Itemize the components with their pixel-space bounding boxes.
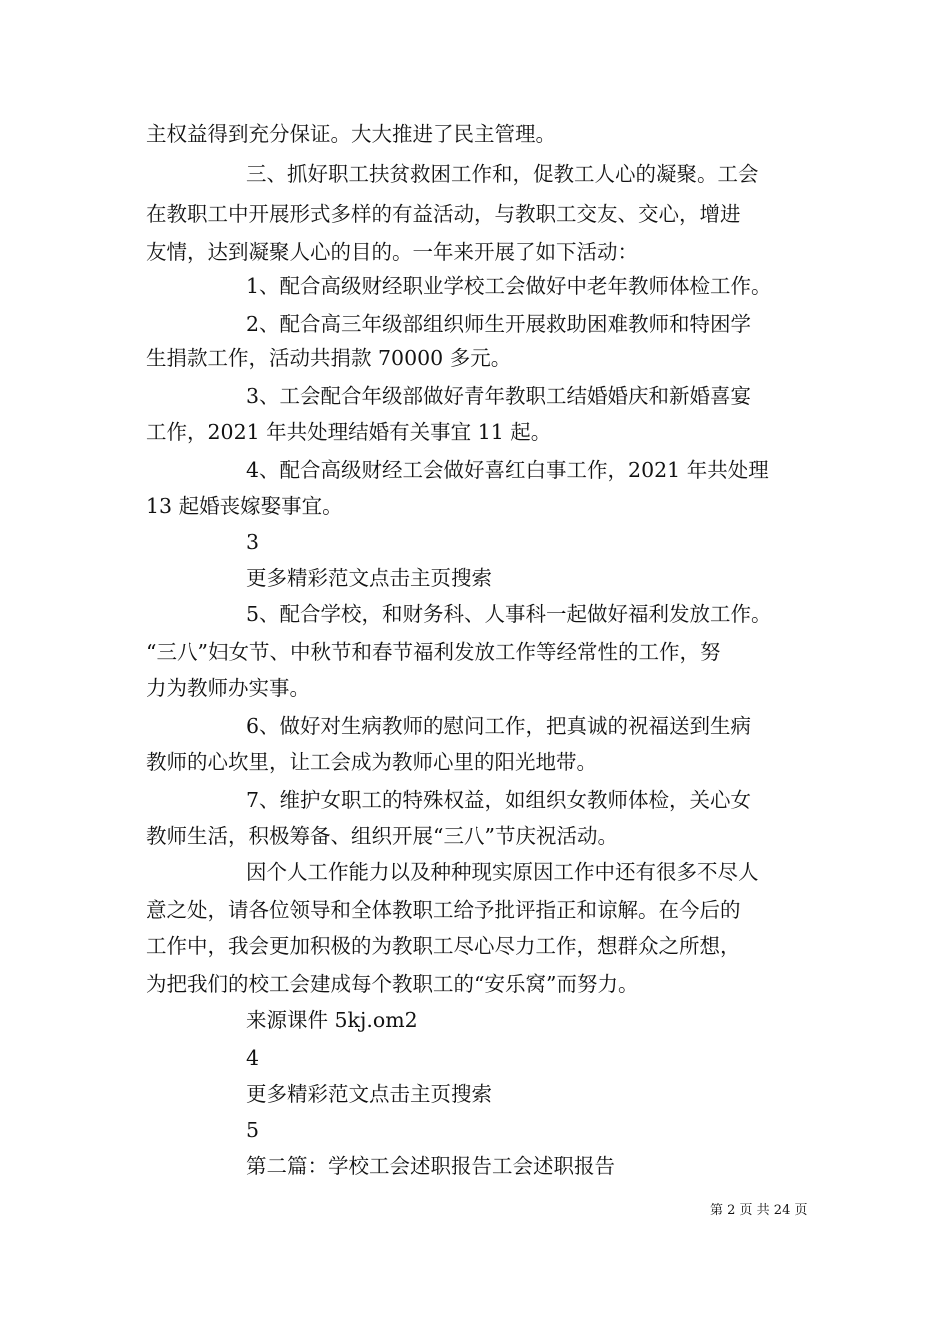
text-line-4: 友情，达到凝聚人心的目的。一年来开展了如下活动： — [146, 240, 638, 264]
page-footer: 第 2 页 共 24 页 — [710, 1203, 808, 1218]
text-line-1: 主权益得到充分保证。大大推进了民主管理。 — [146, 122, 556, 146]
text-line-20: 意之处，请各位领导和全体教职工给予批评指正和谅解。在今后的 — [146, 898, 741, 922]
text-line-16: 教师的心坎里，让工会成为教师心里的阳光地带。 — [146, 750, 597, 774]
text-line-14: 力为教师办实事。 — [146, 676, 310, 700]
text-line-3: 在教职工中开展形式多样的有益活动，与教职工交友、交心，增进 — [146, 202, 741, 226]
promo-line-2: 更多精彩范文点击主页搜索 — [246, 1082, 492, 1106]
text-line-2: 三、抓好职工扶贫救困工作和，促教工人心的凝聚。工会 — [246, 162, 759, 186]
text-line-13: “三八”妇女节、中秋节和春节福利发放工作等经常性的工作，努 — [146, 640, 721, 664]
text-line-5: 1、配合高级财经职业学校工会做好中老年教师体检工作。 — [246, 274, 772, 298]
text-line-6: 2、配合高三年级部组织师生开展救助困难教师和特困学 — [246, 312, 752, 336]
text-line-21: 工作中，我会更加积极的为教职工尽心尽力工作，想群众之所想， — [146, 934, 741, 958]
text-line-15: 6、做好对生病教师的慰问工作，把真诚的祝福送到生病 — [246, 714, 752, 738]
page-number-marker-5: 5 — [246, 1118, 260, 1142]
section-heading: 第二篇：学校工会述职报告工会述职报告 — [246, 1154, 615, 1178]
text-line-10: 4、配合高级财经工会做好喜红白事工作，2021 年共处理 — [246, 458, 769, 482]
promo-line: 更多精彩范文点击主页搜索 — [246, 566, 492, 590]
page-number-marker-3: 3 — [246, 530, 260, 554]
text-line-18: 教师生活，积极筹备、组织开展“三八”节庆祝活动。 — [146, 824, 618, 848]
text-line-22: 为把我们的校工会建成每个教职工的“安乐窝”而努力。 — [146, 972, 639, 996]
text-line-9: 工作，2021 年共处理结婚有关事宜 11 起。 — [146, 420, 552, 444]
text-line-12: 5、配合学校，和财务科、人事科一起做好福利发放工作。 — [246, 602, 772, 626]
source-line: 来源课件 5kj.om2 — [246, 1008, 418, 1032]
text-line-11: 13 起婚丧嫁娶事宜。 — [146, 494, 343, 518]
text-line-7: 生捐款工作，活动共捐款 70000 多元。 — [146, 346, 512, 370]
text-line-17: 7、维护女职工的特殊权益，如组织女教师体检，关心女 — [246, 788, 752, 812]
text-line-19: 因个人工作能力以及种种现实原因工作中还有很多不尽人 — [246, 860, 759, 884]
text-line-8: 3、工会配合年级部做好青年教职工结婚婚庆和新婚喜宴 — [246, 384, 752, 408]
page-number-marker-4: 4 — [246, 1046, 260, 1070]
